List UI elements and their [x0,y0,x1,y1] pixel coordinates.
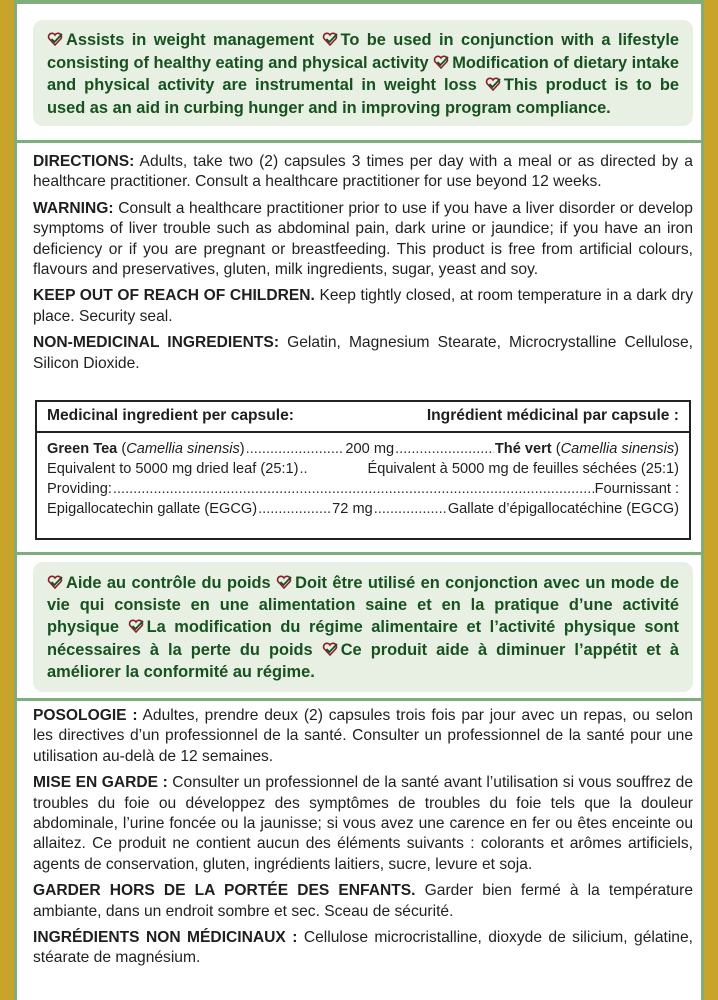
warning-text: Consult a healthcare practitioner prior to use if you have a liver disorder or develop symptoms of liver trouble such as abdominal pain, dark urine or jaundice; if you have an iron deficiency or if you are pregnant or breastfeeding. This product is free from artificial colours, flavours and preservatives, gluten, milk ingredients, sugar, yeast and soy. [33,199,693,279]
row-left: Equivalent to 5000 mg dried leaf (25:1) [47,461,299,477]
check-heart-icon [322,31,338,47]
check-heart-icon [128,618,144,634]
claim-en-1: Assists in weight management [66,31,315,49]
top-border [17,0,701,4]
check-heart-icon [47,31,63,47]
check-heart-icon [433,54,449,70]
directions-paragraph [33,152,693,193]
directions-text: Adults, take two (2) capsules 3 times per day with a meal or as directed by a healthcare practitioner. Consult a healthcare practitioner for use beyond 12 weeks. [33,153,693,191]
posologie-label: POSOLOGIE : [33,707,138,724]
claim-fr-2: Doit être utilisé en conjonction avec un mode de vie qui consiste en une alimentation saine et en la pratique d’une activité physique [47,574,680,637]
ingredients-non-med-text: Cellulose microcristalline, dioxyde de silicium, gélatine, stéarate de magnésium. [33,929,693,967]
row-mid: 72 mg [332,501,373,517]
claim-en-3: Modification of dietary intake and physical activity are instrumental in weight loss [47,53,679,95]
row-mid: 200 mg [345,441,395,457]
row-right: Fournissant : [594,481,679,497]
keep-out-text: Keep tightly closed, at room temperature in a dark dry place. Security seal. [33,287,693,325]
ingredients-non-med-paragraph [33,928,693,969]
table-row [47,459,679,479]
divider [17,140,701,143]
ingredients-non-med-label: INGRÉDIENTS NON MÉDICINAUX : [33,929,298,947]
claim-en-2: To be used in conjunction with a lifestyle consisting of healthy eating and physical activity [47,31,679,72]
table-head-en: Medicinal ingredient per capsule: [47,407,294,424]
claim-fr-4: Ce produit aide à diminuer l’appétit et à améliorer la conformité au régime. [47,640,679,681]
claims-box-en [33,20,693,126]
english-text-block [33,152,693,380]
check-heart-icon [322,641,338,657]
french-text-block [33,706,693,975]
claims-box-fr [33,562,693,692]
posologie-text: Adultes, prendre deux (2) capsules trois fois par jour avec un repas, ou selon les directives d’un professionnel de la santé. Consulter un professionnel de la santé pour une utilisation au-delà de 12 semaines. [33,707,693,765]
non-med-label: NON-MEDICINAL INGREDIENTS: [33,334,280,352]
garder-label: GARDER HORS DE LA PORTÉE DES ENFANTS. [33,882,416,900]
non-med-text: Gelatin, Magnesium Stearate, Microcrystalline Cellulose, Silicon Dioxide. [33,334,693,372]
row-left: Providing: [47,481,112,497]
claim-fr-3: La modification du régime alimentaire et l’activité physique sont nécessaires à la perte du poids [47,618,679,659]
row-right: Thé vert (Camellia sinensis) [494,441,680,457]
divider [17,552,701,555]
posologie-paragraph [33,706,693,767]
keep-out-label: KEEP OUT OF REACH OF CHILDREN. [33,287,315,305]
warning-label: WARNING: [33,199,114,217]
row-left: Epigallocatechin gallate (EGCG) [47,501,258,517]
warning-paragraph [33,199,693,281]
directions-label: DIRECTIONS: [33,153,135,170]
garder-paragraph [33,881,693,922]
row-left: Green Tea (Camellia sinensis) [47,441,245,457]
mise-en-garde-text: Consulter un professionnel de la santé avant l’utilisation si vous souffrez de troubles du foie ou développez des symptômes de troubles du foie tels que la douleur abdominale, l’urine foncée ou la jaunisse; si vous avez une carence en fer ou êtes enceinte ou allaitez. Ce produit ne contient aucun des éléments suivants : colorants et arômes artificiels, agents de conservation, gluten, ingrédients laitiers, sucre, levure et soja. [33,774,693,873]
check-heart-icon [276,574,292,590]
table-row [47,479,679,499]
claim-fr-1: Aide au contrôle du poids [66,574,271,592]
check-heart-icon [485,76,501,92]
row-right: Gallate d’épigallocatéchine (EGCG) [447,501,679,517]
divider [17,698,701,701]
product-label [14,0,704,1000]
table-row [47,439,679,459]
table-head-fr: Ingrédient médicinal par capsule : [426,407,679,424]
keep-out-paragraph [33,286,693,327]
row-right: Équivalent à 5000 mg de feuilles séchées (25:1) [367,461,679,477]
table-header [37,406,689,433]
check-heart-icon [47,574,63,590]
garder-text: Garder bien fermé à la température ambiante, dans un endroit sombre et sec. Sceau de sécurité. [33,882,693,920]
mise-en-garde-label: MISE EN GARDE : [33,774,168,792]
non-med-paragraph [33,333,693,374]
ingredient-table [35,400,691,540]
table-row [47,499,679,519]
mise-en-garde-paragraph [33,773,693,875]
claim-en-4: This product is to be used as an aid in curbing hunger and in improving program compliance. [47,76,679,117]
